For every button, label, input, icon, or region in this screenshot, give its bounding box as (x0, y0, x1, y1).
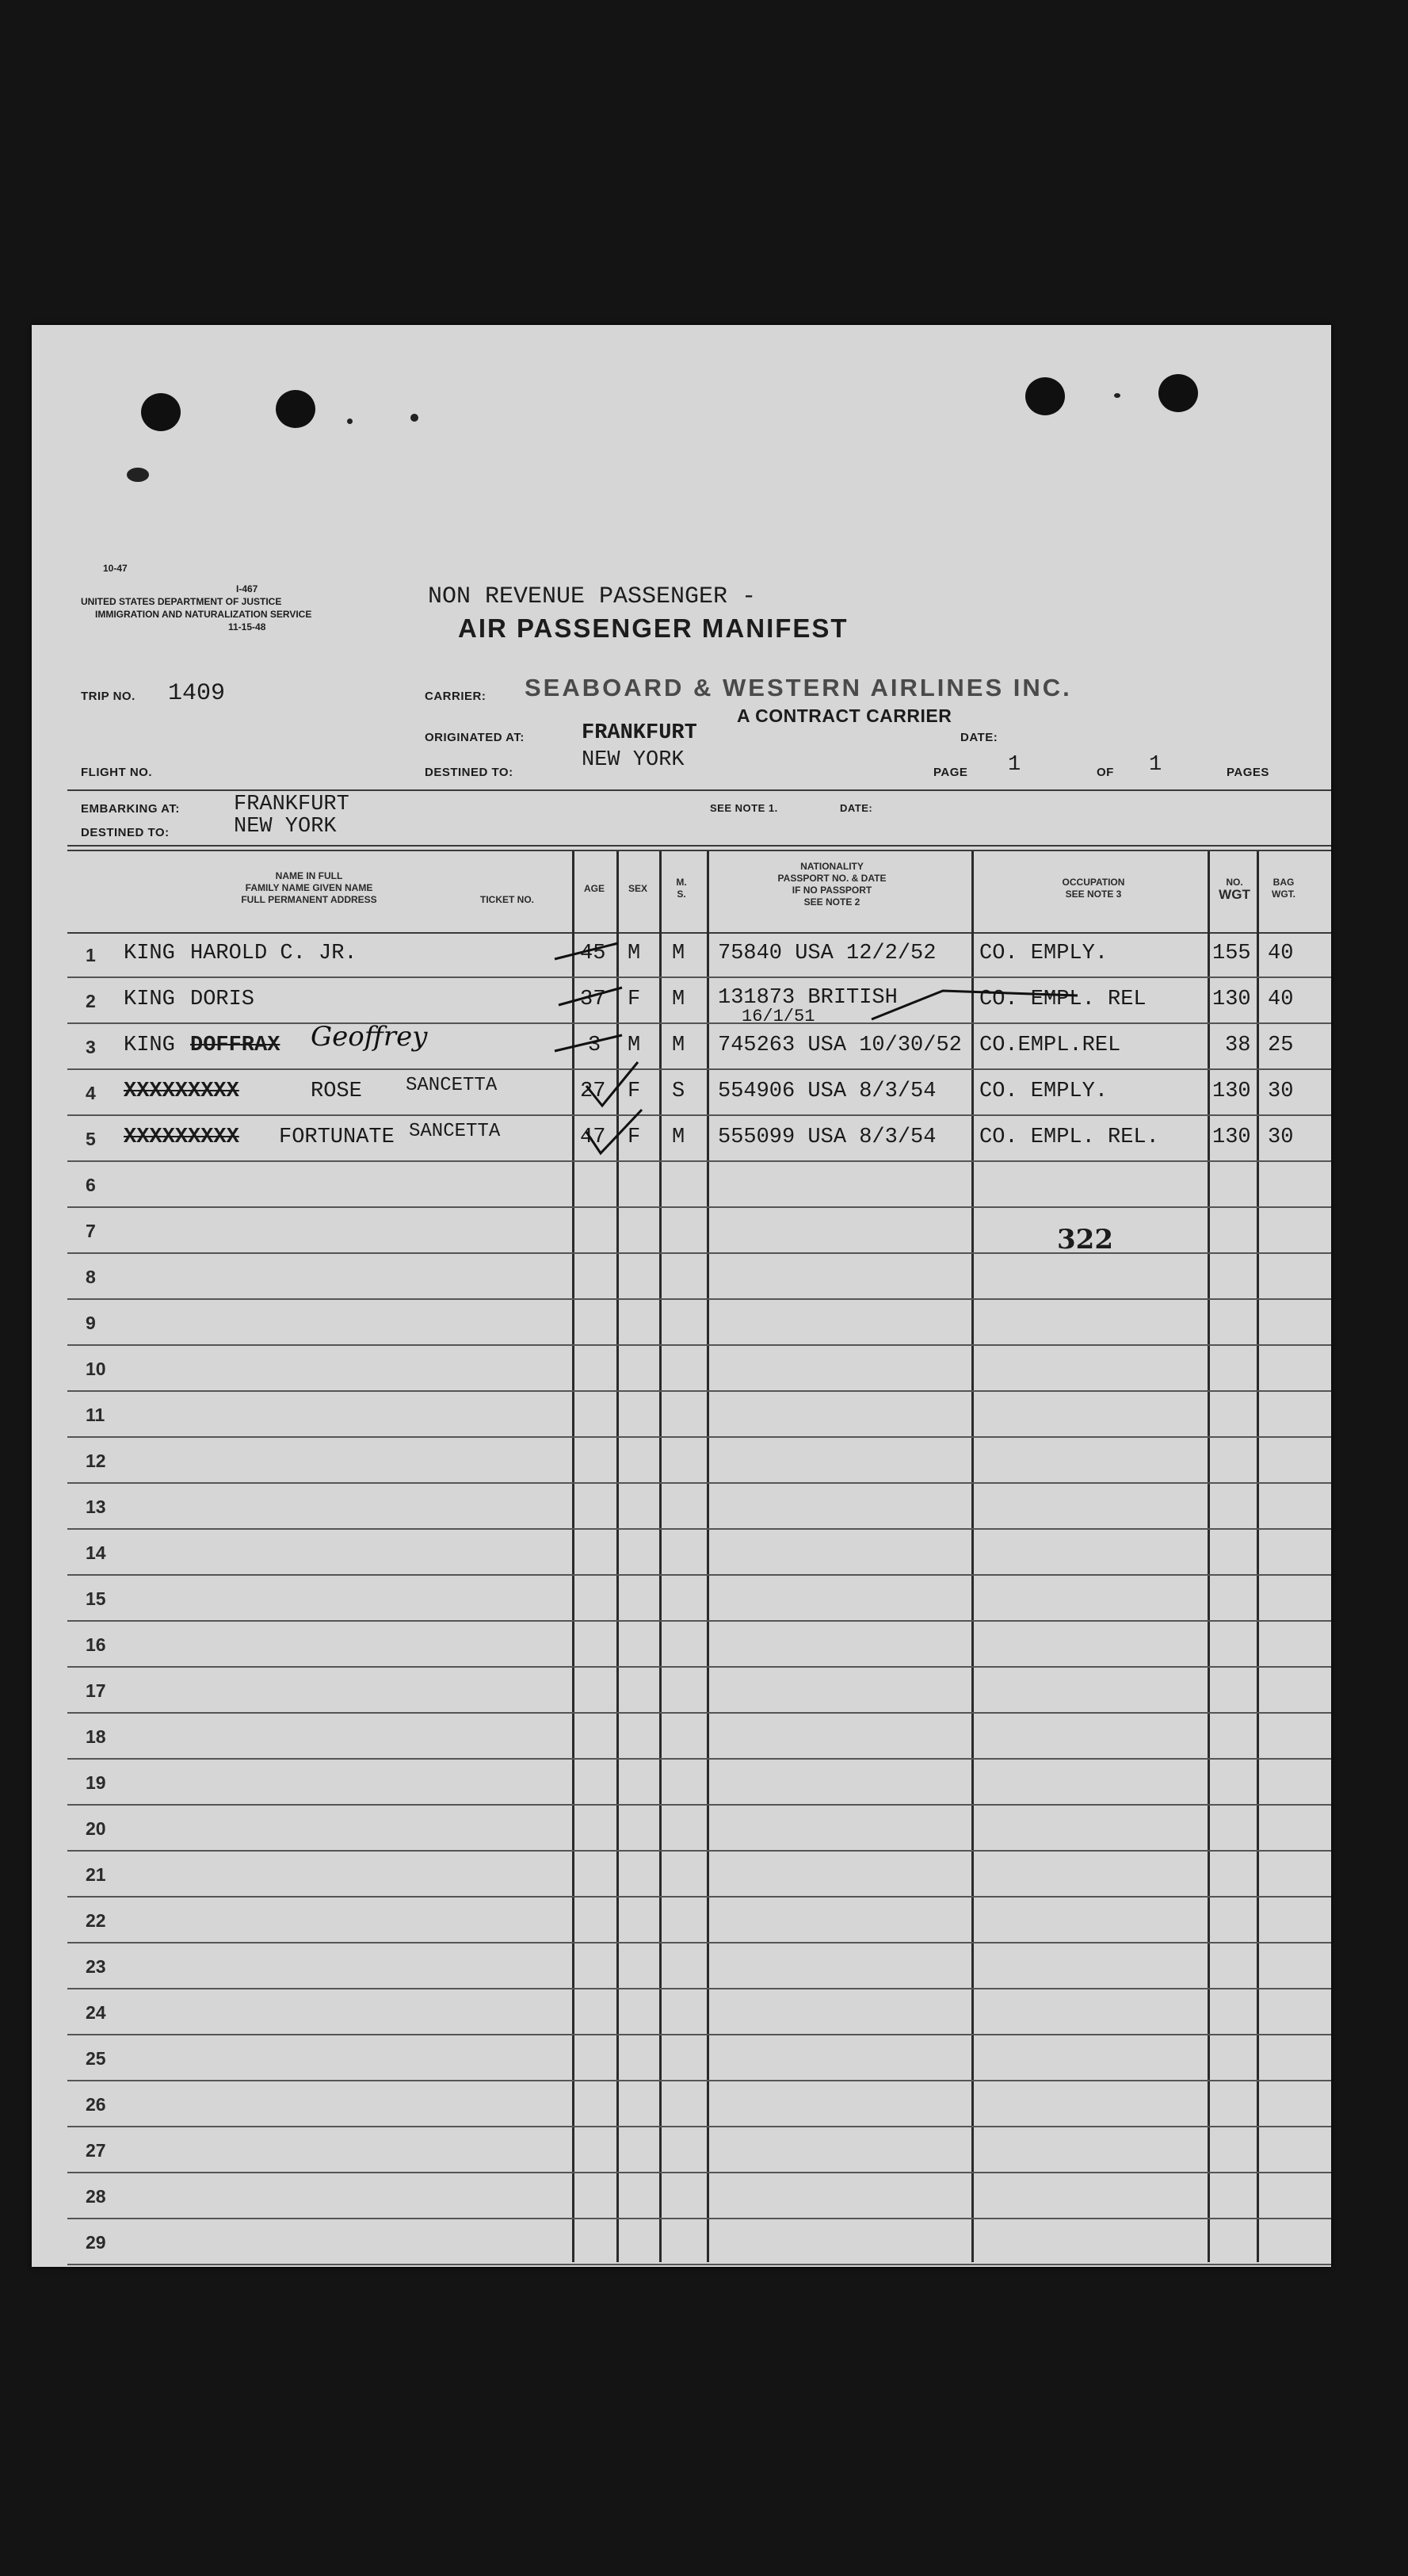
row-rule (67, 1988, 1331, 1989)
embarking-value: FRANKFURT (234, 793, 349, 816)
row-number: 1 (86, 945, 96, 965)
family-name: KING (124, 1034, 175, 1057)
family-name: KING (124, 942, 175, 965)
bag-weight: 30 (1268, 1080, 1294, 1103)
bag-weight: 40 (1268, 988, 1294, 1011)
weight: 38 (1225, 1034, 1251, 1057)
page-label: PAGE (933, 766, 968, 779)
pages-label: PAGES (1227, 766, 1269, 779)
handwritten-marks (32, 325, 1331, 1197)
row-rule (67, 2126, 1331, 2127)
passport: 554906 USA 8/3/54 (718, 1080, 937, 1103)
row-number: 15 (86, 1588, 106, 1609)
passport: 75840 USA 12/2/52 (718, 942, 937, 965)
row-number: 3 (86, 1037, 96, 1057)
row-number: 5 (86, 1129, 96, 1149)
trip-value: 1409 (168, 680, 226, 707)
form-code: 10-47 (103, 563, 128, 574)
header-no-line2: WGT (1219, 887, 1250, 902)
date-label: DATE: (960, 731, 998, 744)
row-number: 16 (86, 1634, 106, 1655)
sex: F (628, 1080, 641, 1103)
family-name-struck: XXXXXXXXX (124, 1080, 239, 1103)
given-name-handwritten: Geoffrey (311, 1021, 428, 1053)
weight: 130 (1212, 988, 1251, 1011)
row-number: 28 (86, 2186, 106, 2207)
row-number: 24 (86, 2002, 106, 2023)
row-number: 21 (86, 1864, 106, 1885)
of-value: 1 (1149, 753, 1162, 777)
given-name: ROSE (311, 1080, 362, 1103)
row-number: 27 (86, 2140, 106, 2161)
row-number: 12 (86, 1450, 106, 1471)
carrier-value: SEABOARD & WESTERN AIRLINES INC. (525, 674, 1072, 701)
occupation: CO. EMPLY. (979, 1080, 1108, 1103)
row-rule (67, 1666, 1331, 1668)
manifest-sheet (32, 325, 1331, 2267)
row-number: 29 (86, 2232, 106, 2253)
row-rule (67, 2080, 1331, 2081)
form-date: 11-15-48 (228, 621, 266, 633)
row-rule (67, 1850, 1331, 1852)
marital-status: M (672, 988, 685, 1011)
given-name: FORTUNATE (279, 1126, 395, 1149)
destined-value: NEW YORK (582, 748, 685, 772)
header-age: AGE (583, 883, 605, 894)
row-number: 26 (86, 2094, 106, 2115)
row-rule (67, 1804, 1331, 1806)
age: 47 (580, 1126, 606, 1149)
header-name-line3: FULL PERMANENT ADDRESS (241, 894, 377, 905)
row-rule (67, 1574, 1331, 1576)
date2-label: DATE: (840, 802, 873, 814)
row-rule (67, 2172, 1331, 2173)
row-rule (67, 1620, 1331, 1622)
header-nat-line2: PASSPORT NO. & DATE (777, 873, 887, 884)
header-ms-line1: M. (676, 877, 687, 888)
flight-label: FLIGHT NO. (81, 766, 152, 779)
row-number: 20 (86, 1818, 106, 1839)
header-bag-line2: WGT. (1272, 889, 1295, 900)
header-sex: SEX (628, 883, 647, 894)
passport: 131873 BRITISH (718, 986, 898, 1010)
check-mark (586, 1062, 641, 1106)
contract-carrier: A CONTRACT CARRIER (737, 705, 952, 726)
carrier-label: CARRIER: (425, 690, 487, 703)
passport-correction-mark (872, 991, 1078, 1019)
family-name-struck: XXXXXXXXX (124, 1126, 239, 1149)
header-nat-line4: SEE NOTE 2 (803, 896, 860, 908)
age-correction-mark (555, 943, 618, 959)
row-number: 10 (86, 1359, 106, 1379)
header-occ-line1: OCCUPATION (1062, 877, 1125, 888)
row-number: 2 (86, 991, 96, 1011)
passport: 745263 USA 10/30/52 (718, 1034, 962, 1057)
row-rule (67, 1390, 1331, 1392)
header-bag-line1: BAG (1273, 877, 1295, 888)
row-number: 22 (86, 1910, 106, 1931)
embarking-label: EMBARKING AT: (81, 802, 180, 816)
header-name-line2: FAMILY NAME GIVEN NAME (245, 882, 373, 893)
header-nat-line1: NATIONALITY (800, 861, 864, 872)
row-rule (67, 1758, 1331, 1760)
row-rule (67, 1942, 1331, 1943)
row-rule (67, 2218, 1331, 2219)
passport-date: 16/1/51 (742, 1007, 815, 1026)
row-rule (67, 1712, 1331, 1714)
row-number: 25 (86, 2048, 106, 2069)
occupation: CO. EMPLY. (979, 942, 1108, 965)
age: 37 (580, 988, 606, 1011)
form-number: I-467 (236, 583, 258, 594)
bag-weight: 25 (1268, 1034, 1294, 1057)
header-no-line1: NO. (1226, 877, 1243, 888)
header-ms-line2: S. (677, 889, 686, 900)
originated-value: FRANKFURT (582, 721, 697, 745)
given-name-extra: SANCETTA (409, 1121, 501, 1142)
row-rule (67, 1436, 1331, 1438)
sex: M (628, 942, 641, 965)
agency-line2: IMMIGRATION AND NATURALIZATION SERVICE (95, 609, 312, 620)
row-number: 14 (86, 1542, 106, 1563)
occupation: CO. EMPL. REL (979, 988, 1147, 1011)
row-rule (67, 1528, 1331, 1530)
check-mark (586, 1110, 642, 1153)
age-correction-mark (559, 988, 622, 1005)
marital-status: M (672, 942, 685, 965)
manifest-title: AIR PASSENGER MANIFEST (458, 613, 849, 643)
row-number: 17 (86, 1680, 106, 1701)
row-rule (67, 1298, 1331, 1300)
destined-label: DESTINED TO: (425, 766, 513, 779)
row-number: 4 (86, 1083, 96, 1103)
header-occ-line2: SEE NOTE 3 (1065, 889, 1122, 900)
see-note1: SEE NOTE 1. (710, 802, 778, 814)
bag-weight: 30 (1268, 1126, 1294, 1149)
weight: 130 (1212, 1080, 1251, 1103)
destined2-label: DESTINED TO: (81, 826, 170, 839)
age-correction-mark (555, 1035, 622, 1051)
trip-label: TRIP NO. (81, 690, 135, 703)
age: 3 (588, 1034, 601, 1057)
row-number: 6 (86, 1175, 96, 1195)
passport: 555099 USA 8/3/54 (718, 1126, 937, 1149)
sex: F (628, 988, 641, 1011)
weight: 130 (1212, 1126, 1251, 1149)
row-number: 18 (86, 1726, 106, 1747)
age: 45 (580, 942, 606, 965)
originated-label: ORIGINATED AT: (425, 731, 525, 744)
bag-weight: 40 (1268, 942, 1294, 965)
weight: 155 (1212, 942, 1251, 965)
row-rule (67, 2264, 1331, 2265)
sex: M (628, 1034, 641, 1057)
marital-status: S (672, 1080, 685, 1103)
row-rule (67, 1206, 1331, 1208)
family-name: KING (124, 988, 175, 1011)
occupation: CO. EMPL. REL. (979, 1126, 1159, 1149)
row-number: 23 (86, 1956, 106, 1977)
page-value: 1 (1008, 753, 1021, 777)
row-rule (67, 1344, 1331, 1346)
row-rule (67, 1252, 1331, 1254)
row-number: 7 (86, 1221, 96, 1241)
sex: F (628, 1126, 641, 1149)
row-rule (67, 1482, 1331, 1484)
marital-status: M (672, 1126, 685, 1149)
stamp-number: 322 (1057, 1224, 1113, 1256)
row-number: 9 (86, 1313, 96, 1333)
occupation: CO.EMPL.REL (979, 1034, 1121, 1057)
header-nat-line3: IF NO PASSPORT (792, 885, 872, 896)
destined2-value: NEW YORK (234, 815, 337, 839)
given-name: HAROLD C. JR. (190, 942, 357, 965)
of-label: OF (1097, 766, 1114, 779)
header-ticket: TICKET NO. (480, 894, 534, 905)
age: 27 (580, 1080, 606, 1103)
row-number: 11 (86, 1405, 105, 1425)
row-number: 8 (86, 1267, 96, 1287)
agency-line1: UNITED STATES DEPARTMENT OF JUSTICE (81, 596, 282, 607)
row-number: 13 (86, 1496, 106, 1517)
given-name: DORIS (190, 988, 255, 1011)
row-number: 19 (86, 1772, 106, 1793)
marital-status: M (672, 1034, 685, 1057)
non-revenue-heading: NON REVENUE PASSENGER - (428, 583, 757, 610)
row-rule (67, 2034, 1331, 2035)
given-name-extra: SANCETTA (406, 1075, 498, 1096)
row-rule (67, 1896, 1331, 1898)
header-name-line1: NAME IN FULL (275, 870, 343, 881)
given-name-struck: DOFFRAX (190, 1034, 280, 1057)
